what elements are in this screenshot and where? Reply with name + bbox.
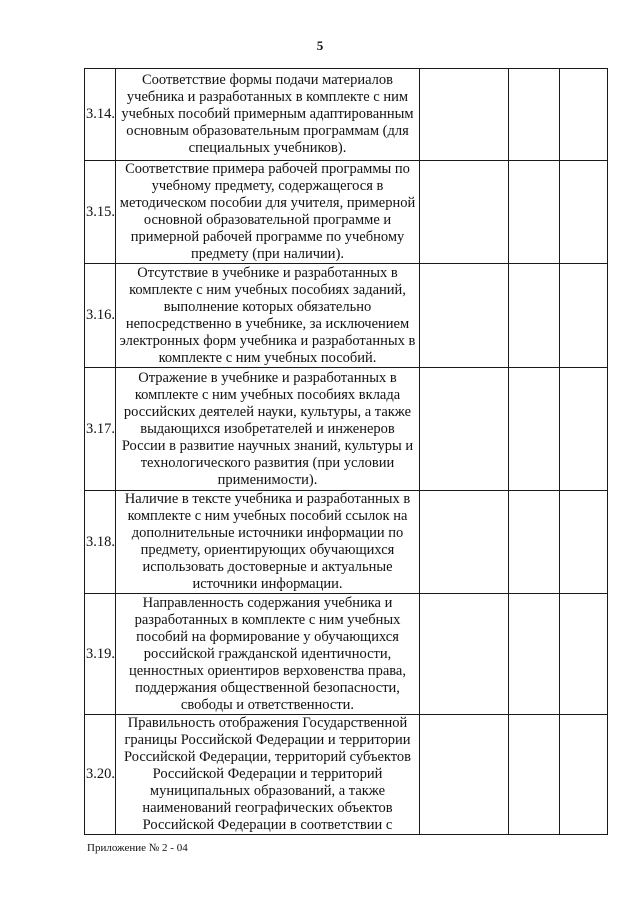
criterion-text: Наличие в тексте учебника и разработанных в комплекте с ним учебных пособий ссылок на дополнительные источники информации по предмету, ориентирующих обучающихся использовать достоверные и актуальные источники информации. [116,491,420,594]
table-row [85,69,608,161]
blank-cell [420,368,509,491]
row-number: 3.15. [85,161,116,264]
blank-cell [560,368,608,491]
criterion-text: Направленность содержания учебника и разработанных в комплекте с ним учебных пособий на формирование у обучающихся российской гражданской идентичности, ценностных ориентиров верховенства права, поддержания общественной безопасности, свободы и ответственности. [116,594,420,715]
row-number: 3.16. [85,264,116,368]
table-row [85,491,608,594]
row-number: 3.19. [85,594,116,715]
blank-cell [509,368,560,491]
blank-cell [420,715,509,835]
blank-cell [420,264,509,368]
blank-cell [420,594,509,715]
page-number: 5 [316,38,324,53]
table-row [85,368,608,491]
criterion-text: Соответствие формы подачи материалов учебника и разработанных в комплекте с ним учебных пособий примерным адаптированным основным образовательным программам (для специальных учебников). [116,69,420,161]
table-row [85,161,608,264]
row-number: 3.17. [85,368,116,491]
criteria-table [84,68,608,835]
blank-cell [560,594,608,715]
blank-cell [560,715,608,835]
blank-cell [420,161,509,264]
blank-cell [560,264,608,368]
blank-cell [560,69,608,161]
blank-cell [509,69,560,161]
criterion-text: Отражение в учебнике и разработанных в комплекте с ним учебных пособиях вклада российских деятелей науки, культуры, а также выдающихся изобретателей и инженеров России в развитие научных знаний, культуры и технологического развития (при условии применимости). [116,368,420,491]
blank-cell [560,491,608,594]
table-row [85,594,608,715]
row-number: 3.20. [85,715,116,835]
blank-cell [509,594,560,715]
criterion-text: Правильность отображения Государственной границы Российской Федерации и территории Российской Федерации, территорий субъектов Российской Федерации и территорий муниципальных образований, а также наименований географических объектов Российской Федерации в соответствии с [116,715,420,835]
blank-cell [509,491,560,594]
blank-cell [420,491,509,594]
row-number: 3.14. [85,69,116,161]
criterion-text: Отсутствие в учебнике и разработанных в комплекте с ним учебных пособиях заданий, выполнение которых обязательно непосредственно в учебнике, за исключением электронных форм учебника и разработанных в комплекте с ним учебных пособий. [116,264,420,368]
table-row [85,264,608,368]
blank-cell [509,715,560,835]
blank-cell [509,264,560,368]
criterion-text: Соответствие примера рабочей программы по учебному предмету, содержащегося в методическом пособии для учителя, примерной основной образовательной программе и примерной рабочей программе по учебному предмету (при наличии). [116,161,420,264]
row-number: 3.18. [85,491,116,594]
blank-cell [509,161,560,264]
table-row [85,715,608,835]
blank-cell [560,161,608,264]
blank-cell [420,69,509,161]
footer-appendix-label: Приложение № 2 - 04 [87,842,188,854]
